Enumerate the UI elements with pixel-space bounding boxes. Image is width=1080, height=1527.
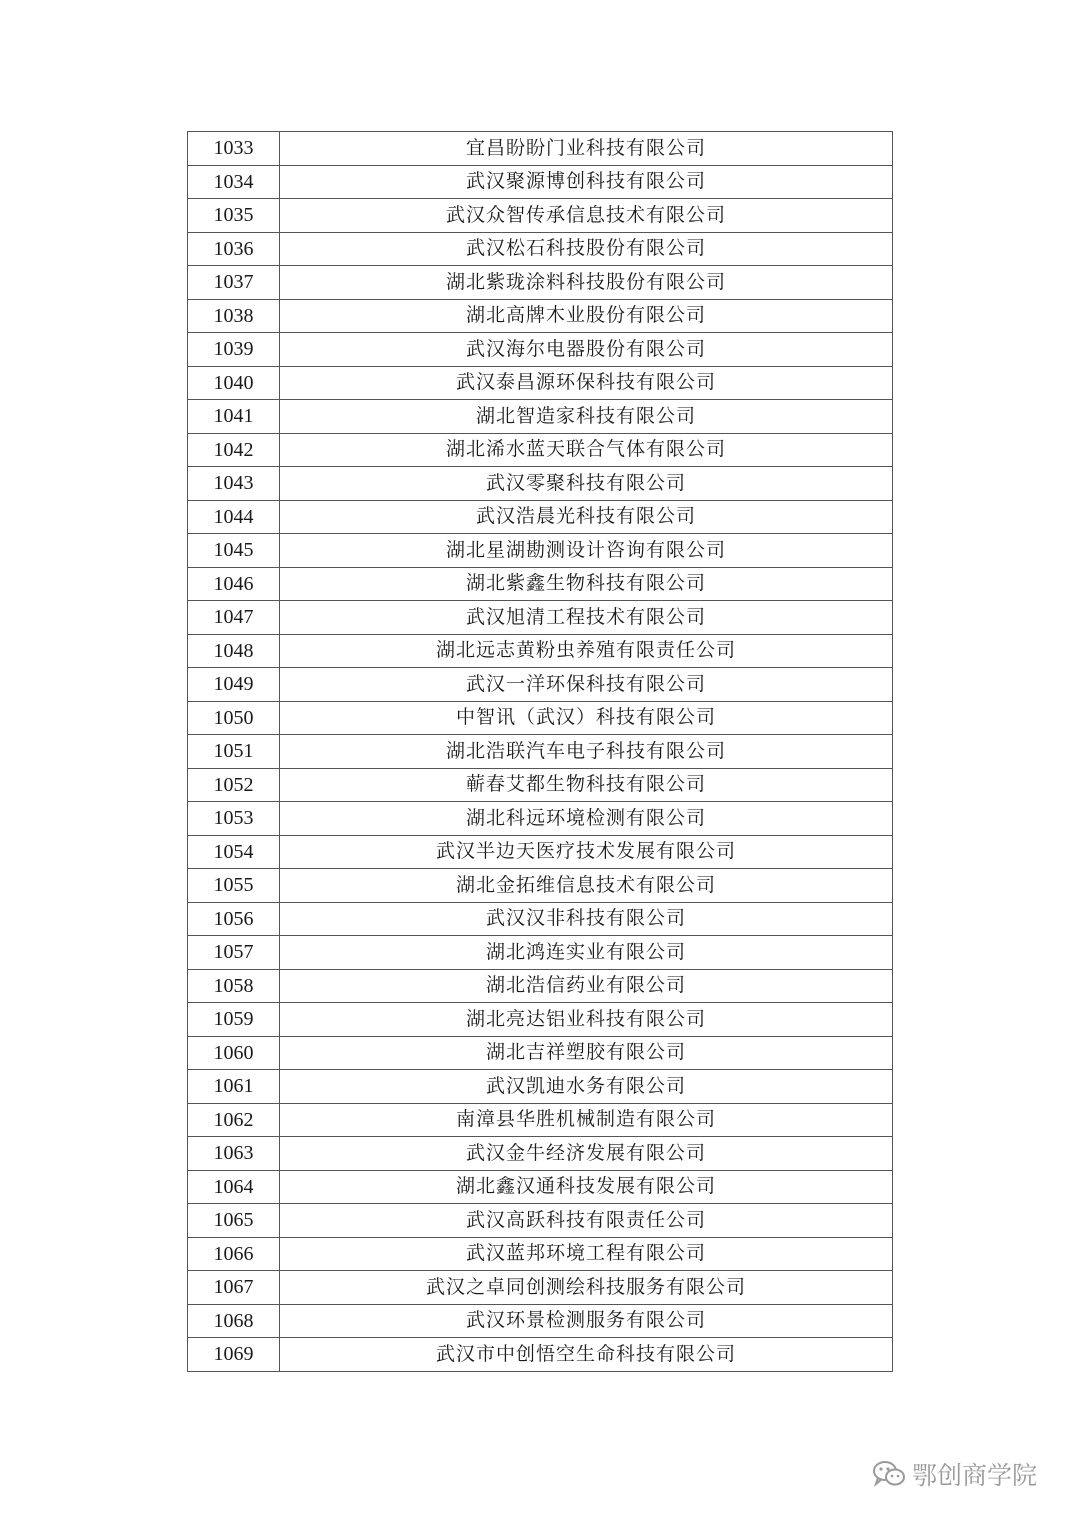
row-number: 1043: [188, 467, 280, 501]
row-number: 1062: [188, 1103, 280, 1137]
row-number: 1069: [188, 1338, 280, 1372]
company-name: 南漳县华胜机械制造有限公司: [280, 1103, 893, 1137]
table-row: [188, 701, 893, 735]
company-name: 武汉一洋环保科技有限公司: [280, 668, 893, 702]
row-number: 1033: [188, 132, 280, 166]
row-number: 1068: [188, 1304, 280, 1338]
company-name: 武汉海尔电器股份有限公司: [280, 333, 893, 367]
row-number: 1065: [188, 1204, 280, 1238]
table-row: [188, 802, 893, 836]
company-name: 湖北浩信药业有限公司: [280, 969, 893, 1003]
company-name: 湖北远志黄粉虫养殖有限责任公司: [280, 634, 893, 668]
table-row: [188, 1137, 893, 1171]
row-number: 1067: [188, 1271, 280, 1305]
company-name: 武汉众智传承信息技术有限公司: [280, 199, 893, 233]
company-list-table: [187, 131, 893, 1372]
company-name: 武汉蓝邦环境工程有限公司: [280, 1237, 893, 1271]
row-number: 1034: [188, 165, 280, 199]
company-name: 武汉浩晨光科技有限公司: [280, 500, 893, 534]
row-number: 1051: [188, 735, 280, 769]
table-row: [188, 199, 893, 233]
row-number: 1035: [188, 199, 280, 233]
company-name: 武汉环景检测服务有限公司: [280, 1304, 893, 1338]
company-name: 湖北紫鑫生物科技有限公司: [280, 567, 893, 601]
row-number: 1037: [188, 266, 280, 300]
company-name: 湖北智造家科技有限公司: [280, 400, 893, 434]
company-name: 武汉半边天医疗技术发展有限公司: [280, 835, 893, 869]
table-row: [188, 266, 893, 300]
table-row: [188, 601, 893, 635]
company-name: 武汉凯迪水务有限公司: [280, 1070, 893, 1104]
row-number: 1063: [188, 1137, 280, 1171]
table-row: [188, 1237, 893, 1271]
row-number: 1057: [188, 936, 280, 970]
company-name: 武汉市中创悟空生命科技有限公司: [280, 1338, 893, 1372]
row-number: 1050: [188, 701, 280, 735]
company-name: 武汉聚源博创科技有限公司: [280, 165, 893, 199]
table-row: [188, 1204, 893, 1238]
company-name: 武汉金牛经济发展有限公司: [280, 1137, 893, 1171]
table-row: [188, 534, 893, 568]
table-row: [188, 1070, 893, 1104]
row-number: 1040: [188, 366, 280, 400]
company-name: 蕲春艾都生物科技有限公司: [280, 768, 893, 802]
table-row: [188, 400, 893, 434]
table-row: [188, 1170, 893, 1204]
table-row: [188, 333, 893, 367]
table-row: [188, 1036, 893, 1070]
row-number: 1060: [188, 1036, 280, 1070]
company-name: 武汉之卓同创测绘科技服务有限公司: [280, 1271, 893, 1305]
row-number: 1055: [188, 869, 280, 903]
table-row: [188, 433, 893, 467]
table-row: [188, 668, 893, 702]
row-number: 1049: [188, 668, 280, 702]
wechat-icon: [872, 1460, 906, 1488]
table-row: [188, 165, 893, 199]
table-row: [188, 500, 893, 534]
company-name: 湖北浩联汽车电子科技有限公司: [280, 735, 893, 769]
row-number: 1056: [188, 902, 280, 936]
company-name: 湖北高牌木业股份有限公司: [280, 299, 893, 333]
table-row: [188, 467, 893, 501]
row-number: 1047: [188, 601, 280, 635]
company-name: 武汉零聚科技有限公司: [280, 467, 893, 501]
row-number: 1061: [188, 1070, 280, 1104]
table-row: [188, 299, 893, 333]
company-name: 武汉松石科技股份有限公司: [280, 232, 893, 266]
table-row: [188, 1338, 893, 1372]
table-row: [188, 232, 893, 266]
table-row: [188, 1003, 893, 1037]
table-row: [188, 735, 893, 769]
company-name: 湖北金拓维信息技术有限公司: [280, 869, 893, 903]
company-name: 湖北浠水蓝天联合气体有限公司: [280, 433, 893, 467]
row-number: 1046: [188, 567, 280, 601]
row-number: 1066: [188, 1237, 280, 1271]
table-row: [188, 768, 893, 802]
table-row: [188, 132, 893, 166]
row-number: 1059: [188, 1003, 280, 1037]
row-number: 1038: [188, 299, 280, 333]
row-number: 1042: [188, 433, 280, 467]
table-row: [188, 902, 893, 936]
company-name: 中智讯（武汉）科技有限公司: [280, 701, 893, 735]
company-name: 武汉泰昌源环保科技有限公司: [280, 366, 893, 400]
row-number: 1048: [188, 634, 280, 668]
company-name: 湖北紫珑涂料科技股份有限公司: [280, 266, 893, 300]
row-number: 1054: [188, 835, 280, 869]
company-name: 湖北鑫汉通科技发展有限公司: [280, 1170, 893, 1204]
company-name: 湖北亮达铝业科技有限公司: [280, 1003, 893, 1037]
table-row: [188, 936, 893, 970]
company-name: 武汉汉非科技有限公司: [280, 902, 893, 936]
table-row: [188, 1304, 893, 1338]
company-name: 湖北星湖勘测设计咨询有限公司: [280, 534, 893, 568]
row-number: 1045: [188, 534, 280, 568]
company-name: 湖北吉祥塑胶有限公司: [280, 1036, 893, 1070]
table-row: [188, 969, 893, 1003]
table-row: [188, 366, 893, 400]
company-name: 宜昌盼盼门业科技有限公司: [280, 132, 893, 166]
company-name: 武汉旭清工程技术有限公司: [280, 601, 893, 635]
table-row: [188, 567, 893, 601]
company-name: 湖北科远环境检测有限公司: [280, 802, 893, 836]
table-row: [188, 1103, 893, 1137]
row-number: 1041: [188, 400, 280, 434]
table-row: [188, 1271, 893, 1305]
row-number: 1058: [188, 969, 280, 1003]
row-number: 1064: [188, 1170, 280, 1204]
row-number: 1039: [188, 333, 280, 367]
table-row: [188, 634, 893, 668]
table-row: [188, 835, 893, 869]
table-row: [188, 869, 893, 903]
row-number: 1053: [188, 802, 280, 836]
row-number: 1052: [188, 768, 280, 802]
row-number: 1036: [188, 232, 280, 266]
company-name: 武汉高跃科技有限责任公司: [280, 1204, 893, 1238]
watermark-text: 鄂创商学院: [912, 1461, 1038, 1490]
row-number: 1044: [188, 500, 280, 534]
company-list-body: [188, 132, 893, 1372]
watermark: [872, 1456, 1037, 1492]
company-name: 湖北鸿连实业有限公司: [280, 936, 893, 970]
